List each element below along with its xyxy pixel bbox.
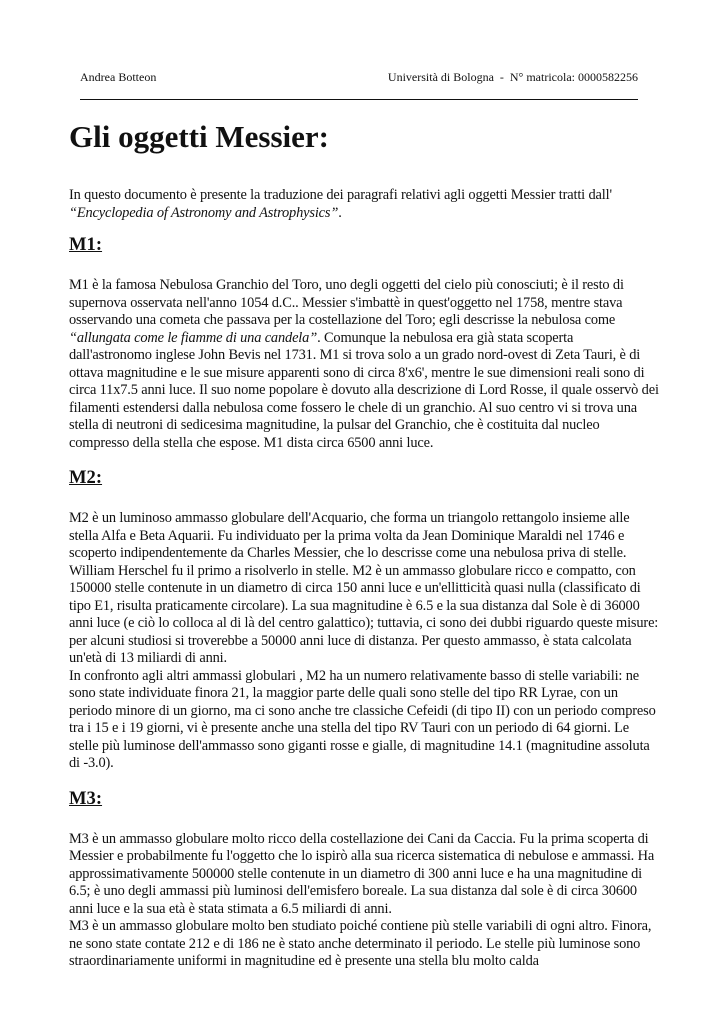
intro-text: In questo documento è presente la traduzione dei paragrafi relativi agli oggetti Messier tratti dall' xyxy=(69,187,612,203)
m3-paragraph-1: M3 è un ammasso globulare molto ricco della costellazione dei Cani da Caccia. Fu la prima scoperta di Messier e probabilmente fu l'oggetto che lo ispirò alla sua ricerca sistematica di nebulose e ammassi. Ha approssimativamente 500000 stelle contenute in un diametro di 300 anni luce e ha una magnitudine di 6.5; è uno degli ammassi più luminosi dell'emisfero boreale. La sua distanza dal sole è di circa 30600 anni luce e la sua età è stata stimata a 6.5 miliardi di anni. xyxy=(69,830,655,917)
m2-paragraph-1: M2 è un luminoso ammasso globulare dell'Acquario, che forma un triangolo rettangolo insieme alle stella Alfa e Beta Aquarii. Fu individuato per la prima volta da Jean Dominique Maraldi nel 1746 e scoperto indipendentemente da Charles Messier, che lo descrisse come una nebulosa priva di stelle. William Herschel fu il primo a risolverlo in stelle. M2 è un ammasso globulare ricco e compatto, con 150000 stelle contenute in un diametro di circa 150 anni luce e un'ellitticità quasi nulla (classificato di tipo E1, risulta praticamente circolare). La sua magnitudine è 6.5 e la sua distanza dal Sole è di 36000 anni luce (e ciò lo colloca al di là del centro galattico); tuttavia, ci sono dei dubbi riguardo queste misure: per alcuni studiosi si troverebbe a 50000 anni luce di distanza. Per questo ammasso, è stata calcolata un'età di 13 miliardi di anni. xyxy=(69,510,659,666)
page-header xyxy=(80,70,638,84)
document-body xyxy=(69,116,659,971)
m1-paragraph xyxy=(69,277,659,452)
section-heading-m2: M2: xyxy=(69,467,103,488)
section-heading-m1: M1: xyxy=(69,234,103,255)
section-heading-m3: M3: xyxy=(69,787,103,809)
intro-paragraph xyxy=(69,187,659,222)
m1-text-b: . Comunque la nebulosa era già stata scoperta dall'astronomo inglese John Bevis nel 1731. M1 si trova solo a un grado nord-ovest di Zeta Tauri, è di ottava magnitudine e le sue misure apparenti sono di circa 8'x6', mentre le sue dimensioni reali sono di circa 11x7.5 anni luce. Il suo nome popolare è dovuto alla descrizione di Lord Rosse, il quale osservò dei filamenti estendersi dalla nebulosa come fossero le chele di un granchio. Al suo centro vi si trova una stella di neutroni di sedicesima magnitudine, la pulsar del Granchio, che è costituita dal nucleo compresso della stella che espose. M1 dista circa 6500 anni luce. xyxy=(69,329,659,451)
m2-paragraph-2: In confronto agli altri ammassi globulari , M2 ha un numero relativamente basso di stelle variabili: ne sono state individuate finora 21, la maggior parte delle quali sono stelle del tipo RR Lyrae, con un periodo minore di un giorno, ma ci sono anche tre classiche Cefeidi (di tipo II) con un periodo compreso tra i 15 e i 19 giorni, vi è presente anche una stella del tipo RV Tauri con un periodo di 64 giorni. Le stelle più luminose dell'ammasso sono giganti rosse e gialle, di magnitudine 14.1 (magnitudine assoluta di -3.0). xyxy=(69,667,656,771)
m1-text-a: M1 è la famosa Nebulosa Granchio del Toro, uno degli oggetti del cielo più conosciuti; è il resto di supernova osservata nell'anno 1054 d.C.. Messier s'imbattè in quest'oggetto nel 1758, mentre stava osservando una cometa che passava per la costellazione del Toro; egli descrisse la nebulosa come xyxy=(69,277,624,328)
m3-paragraph-2: M3 è un ammasso globulare molto ben studiato poiché contiene più stelle variabili di ogni altro. Finora, ne sono state contate 212 e di 186 ne è stato anche determinato il periodo. Le stelle più luminose sono straordinariamente uniformi in magnitudine ed è presente una stella blu molto calda xyxy=(69,918,652,969)
header-rule xyxy=(80,99,638,100)
document-title: Gli oggetti Messier: xyxy=(69,119,329,154)
header-author: Andrea Botteon xyxy=(80,70,157,84)
intro-tail: . xyxy=(338,204,342,221)
m1-quote: “allungata come le fiamme di una candela” xyxy=(69,329,318,346)
intro-source: “Encyclopedia of Astronomy and Astrophysics” xyxy=(69,204,339,221)
header-institution: Università di Bologna - N° matricola: 0000582256 xyxy=(387,70,638,84)
